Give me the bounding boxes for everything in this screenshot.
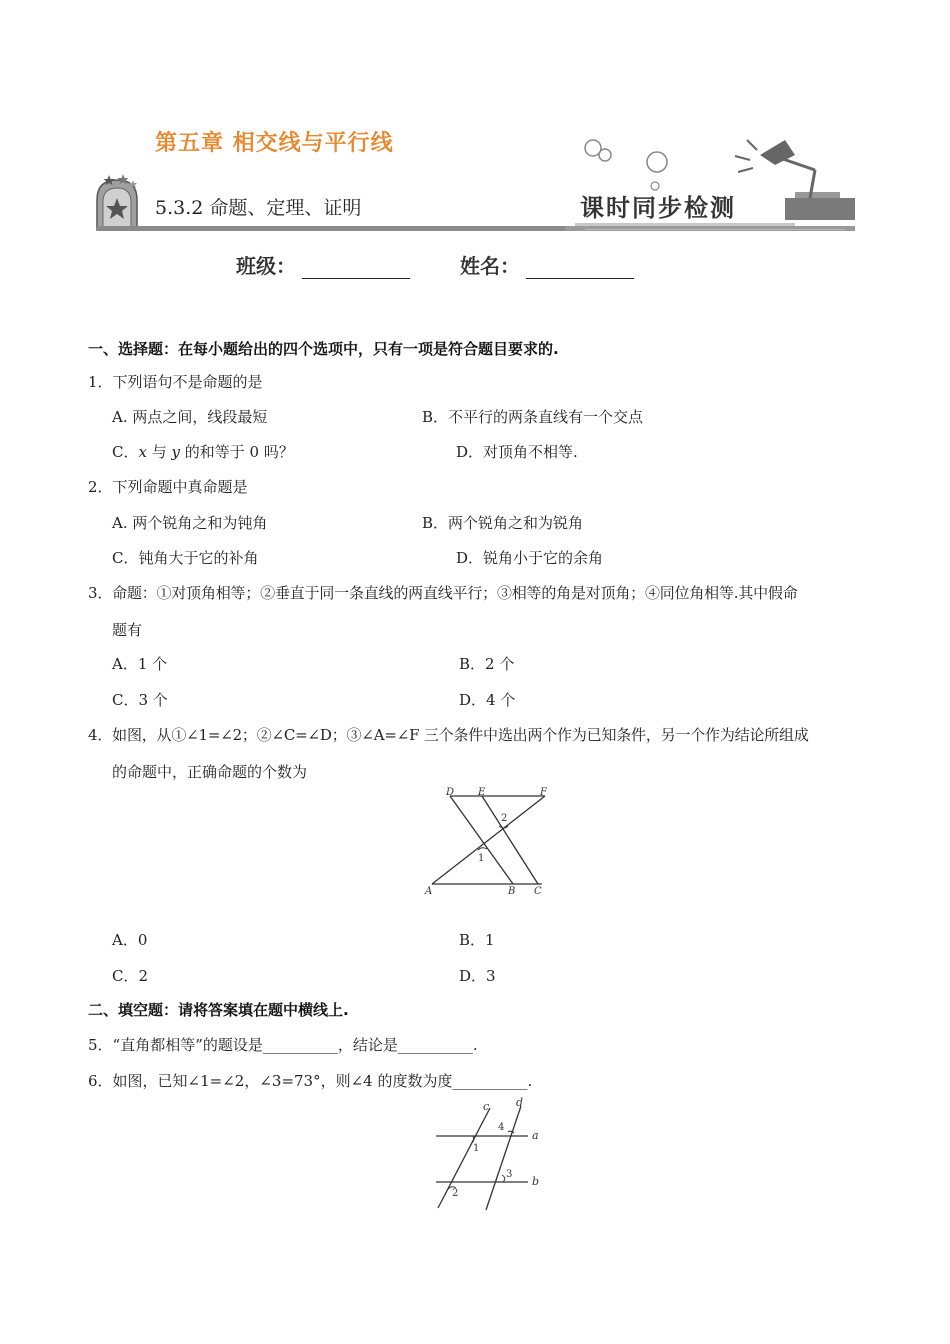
q4-option-a: A．0 (112, 931, 148, 949)
q1-option-a: A. 两点之间，线段最短 (112, 408, 268, 426)
q4-label-E: E (478, 787, 486, 798)
star-badge-icon (97, 174, 137, 230)
q6-label-3: 3 (506, 1169, 513, 1180)
q1-option-d: D．对顶角不相等. (456, 443, 578, 461)
q3-option-c: C．3 个 (112, 691, 168, 709)
brand-label: 课时同步检测 (580, 193, 736, 222)
q4-label-A: A (425, 886, 433, 897)
q2-option-c: C．钝角大于它的补角 (112, 549, 259, 567)
q4-figure (420, 786, 555, 898)
q2-option-a: A. 两个锐角之和为钝角 (112, 514, 268, 532)
q4-label-C: C (534, 886, 542, 897)
q6-label-4: 4 (498, 1122, 505, 1133)
q2-option-b: B．两个锐角之和为锐角 (422, 514, 584, 532)
q4-label-2: 2 (501, 813, 508, 824)
name-input-line[interactable] (526, 258, 634, 279)
q5-text: 5．“直角都相等”的题设是__________，结论是__________. (88, 1036, 478, 1054)
lesson-subtitle: 5.3.2 命题、定理、证明 (155, 197, 362, 219)
q2-option-d: D．锐角小于它的余角 (456, 549, 604, 567)
chapter-title: 第五章 相交线与平行线 (155, 131, 394, 156)
q1-stem: 1．下列语句不是命题的是 (88, 373, 263, 391)
q6-label-a: a (532, 1129, 539, 1142)
q4-label-B: B (508, 886, 516, 897)
bubbles-icon (585, 140, 667, 190)
q1-option-c: C．x 与 y 的和等于 0 吗？ (112, 443, 294, 461)
q6-label-c: c (483, 1100, 490, 1113)
q4-label-F: F (540, 787, 547, 798)
q6-figure (428, 1096, 553, 1214)
q4-label-D: D (446, 787, 455, 798)
q6-label-b: b (532, 1175, 540, 1188)
q4-stem-line1: 4．如图，从①∠1=∠2；②∠C=∠D；③∠A=∠F 三个条件中选出两个作为已知条件，另一个作为结论所组成 (88, 726, 809, 744)
section-2-title: 二、填空题：请将答案填在题中横线上. (88, 1001, 349, 1019)
q4-option-d: D．3 (459, 967, 496, 985)
student-info-row (236, 250, 684, 279)
q4-label-1: 1 (478, 853, 485, 864)
q3-option-b: B．2 个 (459, 655, 515, 673)
q6-label-1: 1 (473, 1143, 480, 1154)
name-label: 姓名： (460, 254, 520, 278)
q3-stem-line2: 题有 (112, 621, 143, 639)
desk-lamp-icon (735, 140, 815, 198)
q2-stem: 2．下列命题中真命题是 (88, 478, 248, 496)
q3-option-d: D．4 个 (459, 691, 516, 709)
q6-text: 6．如图，已知∠1=∠2，∠3=73°，则∠4 的度数为度__________. (88, 1072, 533, 1090)
class-label: 班级： (236, 254, 296, 278)
q3-option-a: A．1 个 (112, 655, 168, 673)
class-input-line[interactable] (302, 258, 410, 279)
q4-stem-line2: 的命题中，正确命题的个数为 (112, 763, 308, 781)
section-1-title: 一、选择题：在每小题给出的四个选项中，只有一项是符合题目要求的. (88, 340, 559, 358)
q6-label-d: d (516, 1096, 524, 1109)
q4-option-b: B．1 (459, 931, 495, 949)
q4-option-c: C．2 (112, 967, 149, 985)
q1-option-b: B．不平行的两条直线有一个交点 (422, 408, 644, 426)
q3-stem-line1: 3．命题：①对顶角相等；②垂直于同一条直线的两直线平行；③相等的角是对顶角；④同位角相等.其中假命 (88, 584, 798, 602)
q6-label-2: 2 (452, 1188, 459, 1199)
